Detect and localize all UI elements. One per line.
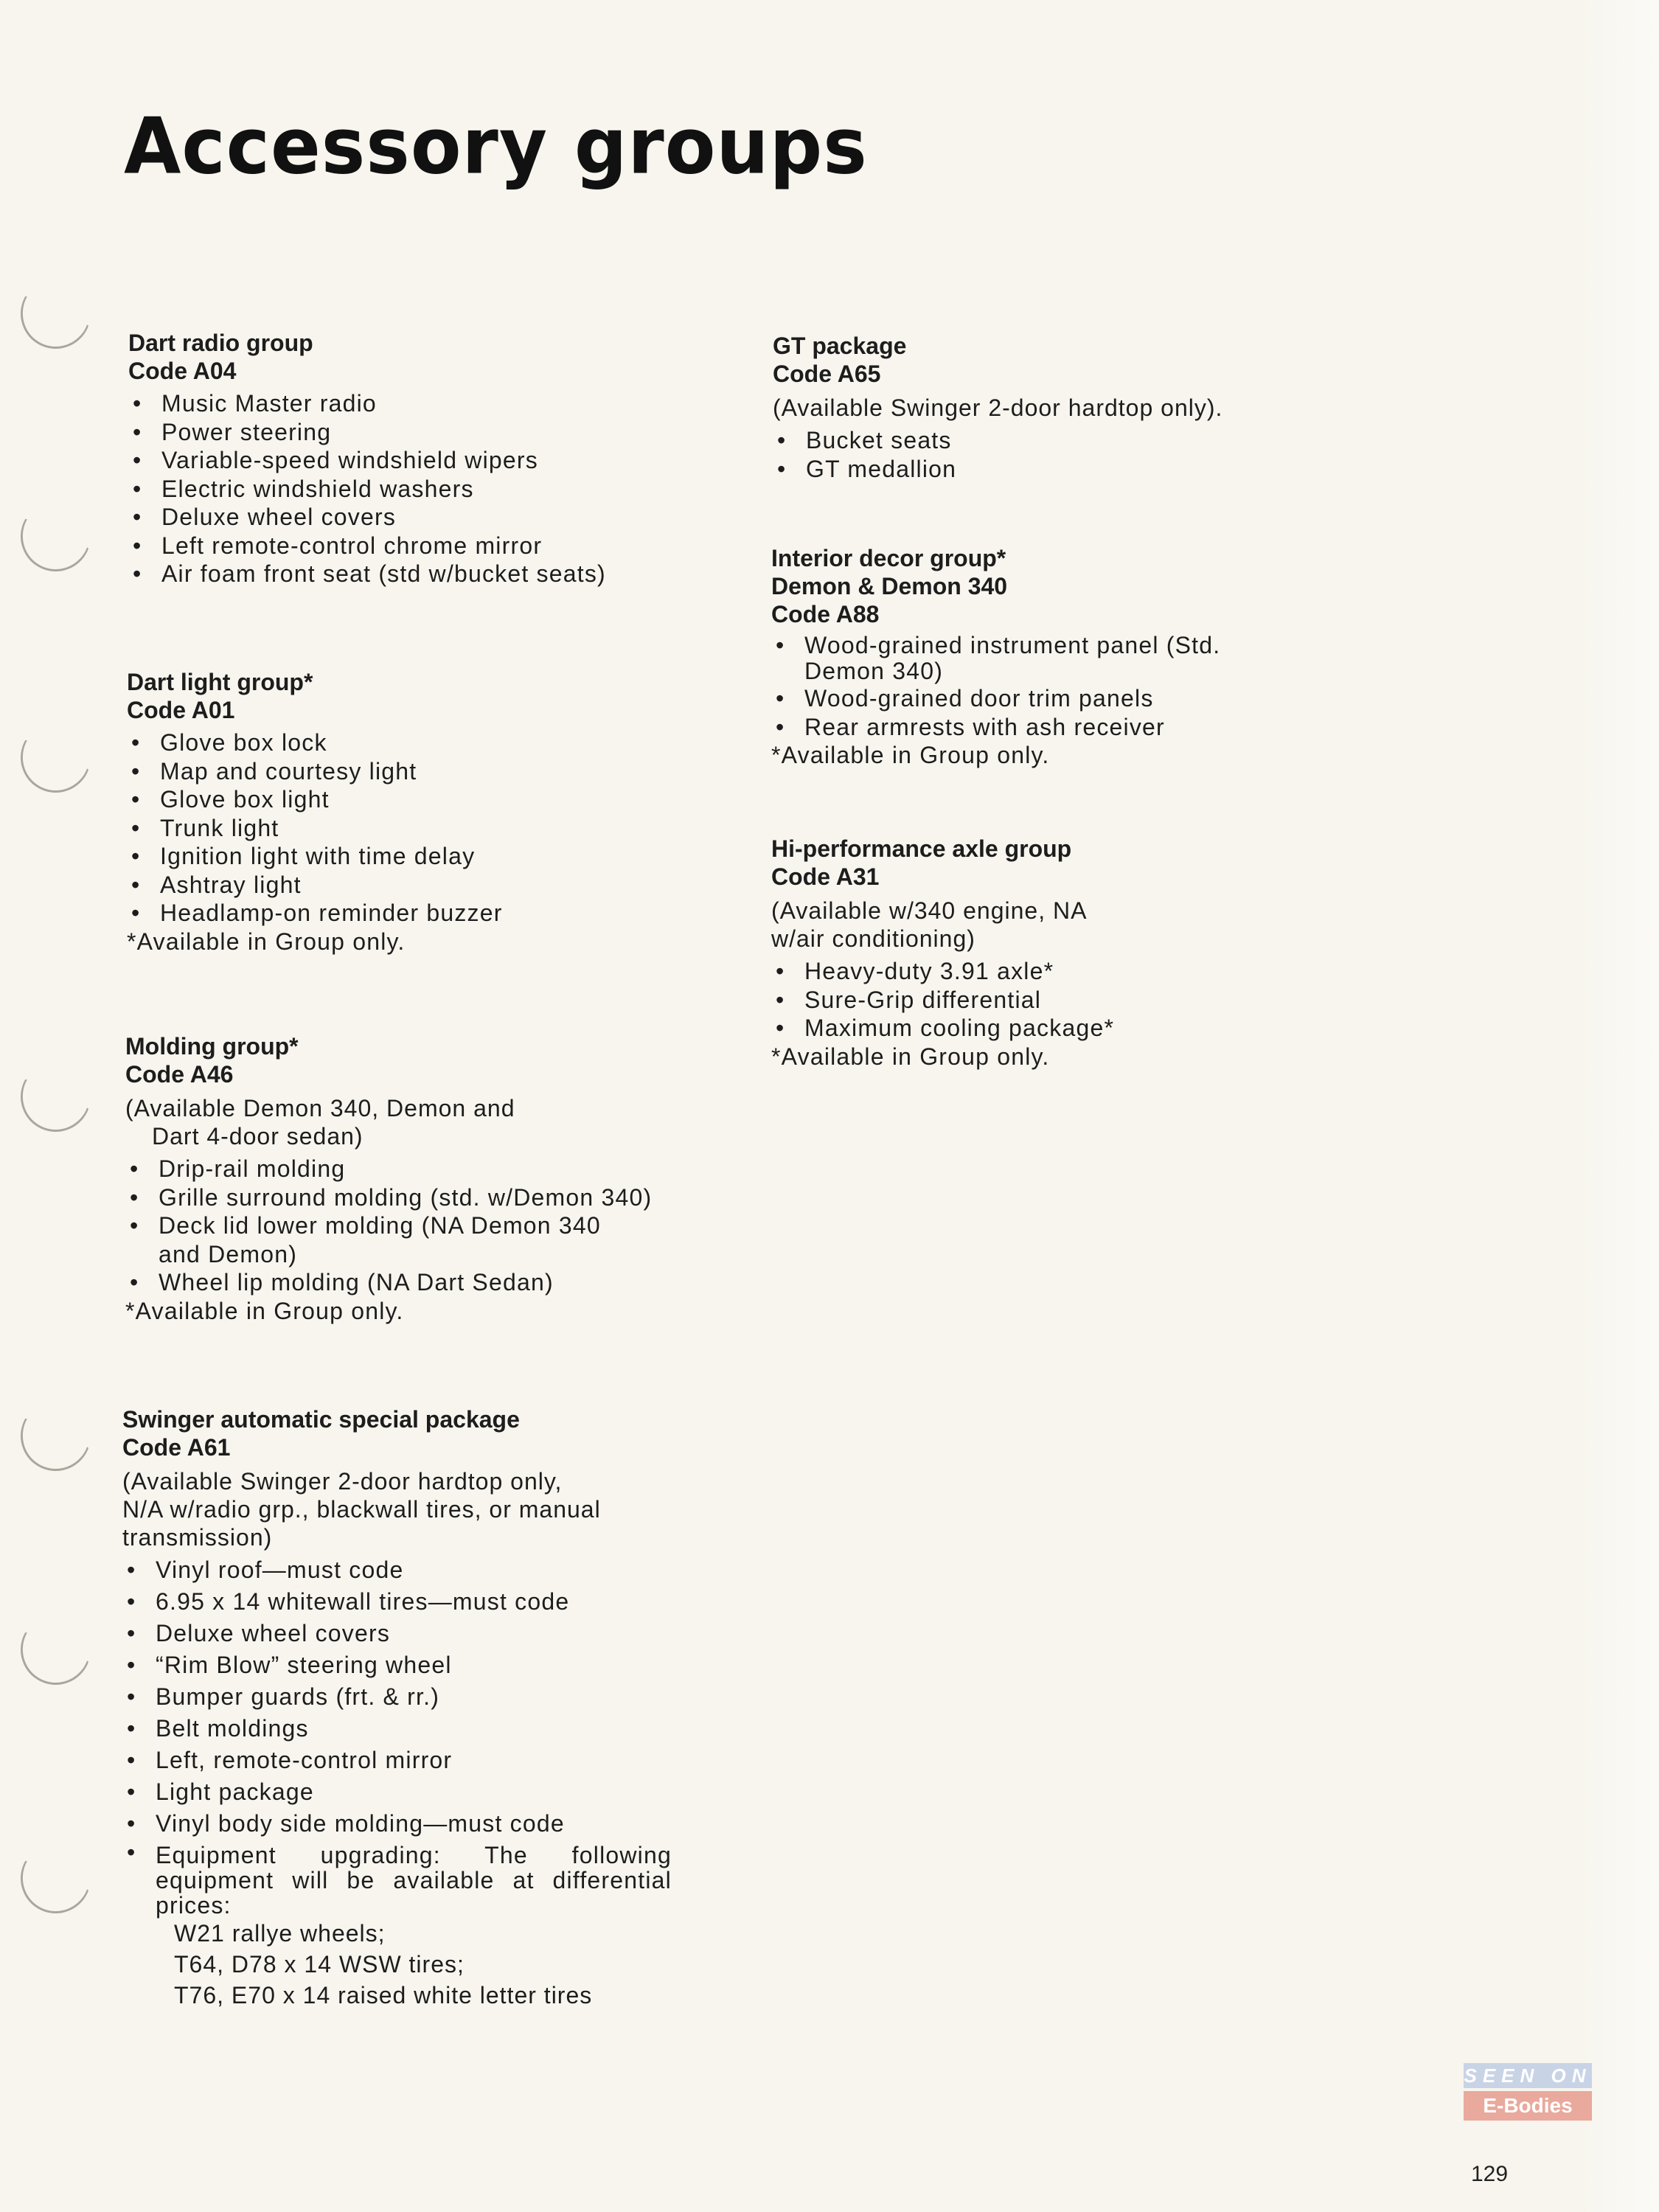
list-item: • Headlamp-on reminder buzzer xyxy=(131,900,503,926)
item-list xyxy=(771,633,1287,741)
group-molding xyxy=(125,1032,686,1325)
list-item: • Wood-grained door trim panels xyxy=(776,685,1154,712)
group-heading: Interior decor group* xyxy=(771,545,1006,571)
group-heading: Dart radio group xyxy=(128,330,313,356)
list-item: • Power steering xyxy=(133,418,332,445)
list-item: • Trunk light xyxy=(131,814,279,841)
footnote: *Available in Group only. xyxy=(127,928,406,955)
list-item: • Left, remote-control mirror xyxy=(127,1747,453,1773)
group-gt-package xyxy=(773,332,1436,483)
list-item: • Wheel lip molding (NA Dart Sedan) xyxy=(130,1269,554,1295)
group-code: Code A65 xyxy=(773,361,881,387)
availability-note: (Available Swinger 2-door hardtop only). xyxy=(773,394,1223,421)
group-heading: Molding group* xyxy=(125,1033,299,1060)
list-item: • Glove box lock xyxy=(131,729,327,756)
list-item: • Sure-Grip differential xyxy=(776,986,1042,1013)
binder-hole xyxy=(11,713,101,803)
list-item: • Bucket seats xyxy=(777,427,952,453)
binder-hole xyxy=(11,492,101,582)
group-interior-decor xyxy=(771,544,1287,769)
list-item: • Vinyl roof—must code xyxy=(127,1557,404,1583)
list-item: • Deck lid lower molding (NA Demon 340 and Demon) xyxy=(130,1212,601,1267)
list-item: • Ignition light with time delay xyxy=(131,843,476,869)
list-item: • Map and courtesy light xyxy=(131,757,417,785)
list-item: • Maximum cooling package* xyxy=(776,1015,1115,1041)
group-code: Code A46 xyxy=(125,1061,234,1088)
group-code: Code A88 xyxy=(771,601,880,627)
list-item: • Rear armrests with ash receiver xyxy=(776,713,1165,740)
list-item: • Belt moldings xyxy=(127,1715,309,1742)
footnote: *Available in Group only. xyxy=(771,1043,1050,1070)
watermark-top: SEEN ON xyxy=(1464,2065,1592,2087)
group-heading: Dart light group* xyxy=(127,669,313,695)
sub-item: T76, E70 x 14 raised white letter tires xyxy=(174,1982,593,2008)
list-item: • Variable-speed windshield wipers xyxy=(133,447,538,473)
binder-hole xyxy=(11,1052,101,1142)
page-title: Accessory groups xyxy=(124,101,868,192)
watermark-logo xyxy=(1464,2063,1592,2121)
group-heading: GT package xyxy=(773,333,907,359)
list-item: • GT medallion xyxy=(777,455,957,482)
list-item: • Electric windshield washers xyxy=(133,475,474,502)
list-item: • Deluxe wheel covers xyxy=(133,504,397,530)
list-item: • Wood-grained instrument panel (Std. Demon 340) xyxy=(776,632,1221,684)
group-hi-performance-axle xyxy=(771,835,1287,1071)
group-dart-light xyxy=(127,668,790,956)
footnote: *Available in Group only. xyxy=(125,1297,404,1324)
item-list xyxy=(128,389,792,588)
list-item: • Music Master radio xyxy=(133,390,377,417)
list-item: • Ashtray light xyxy=(131,871,302,898)
item-list xyxy=(122,1554,683,1918)
list-item: • Air foam front seat (std w/bucket seats) xyxy=(133,560,606,587)
availability-note: (Available Swinger 2-door hardtop only, N/A w/radio grp., blackwall tires, or manual transmission) xyxy=(122,1468,601,1551)
list-item: • Equipment upgrading: The following equipment will be available at differential prices: xyxy=(127,1839,672,1919)
list-item: • Bumper guards (frt. & rr.) xyxy=(127,1683,440,1710)
group-heading: Swinger automatic special package xyxy=(122,1406,520,1433)
item-list xyxy=(125,1155,686,1297)
sub-item: T64, D78 x 14 WSW tires; xyxy=(174,1951,465,1978)
binder-hole xyxy=(11,1605,101,1695)
binder-hole xyxy=(11,269,101,359)
page-number: 129 xyxy=(1471,2162,1509,2186)
watermark-bottom: E-Bodies xyxy=(1464,2091,1592,2121)
list-item: • 6.95 x 14 whitewall tires—must code xyxy=(127,1588,570,1615)
list-item: • Drip-rail molding xyxy=(130,1155,346,1182)
list-item: • “Rim Blow” steering wheel xyxy=(127,1652,452,1678)
list-item: • Glove box light xyxy=(131,786,330,813)
list-item: • Light package xyxy=(127,1778,314,1805)
item-list xyxy=(773,426,1436,483)
group-code: Code A04 xyxy=(128,358,237,384)
list-item: • Heavy-duty 3.91 axle* xyxy=(776,958,1054,984)
group-code: Code A01 xyxy=(127,697,235,723)
availability-note: (Available Demon 340, Demon and Dart 4-door sedan) xyxy=(125,1095,515,1150)
group-code: Code A61 xyxy=(122,1434,231,1461)
group-dart-radio xyxy=(128,329,792,588)
item-list xyxy=(127,728,790,928)
list-item: • Deluxe wheel covers xyxy=(127,1620,391,1646)
page-edge xyxy=(1578,0,1659,2212)
group-subheading: Demon & Demon 340 xyxy=(771,573,1008,599)
item-list xyxy=(771,957,1287,1043)
group-swinger-package xyxy=(122,1405,683,2011)
list-item: • Vinyl body side molding—must code xyxy=(127,1810,565,1837)
group-heading: Hi-performance axle group xyxy=(771,835,1072,862)
availability-note: (Available w/340 engine, NA w/air conditioning) xyxy=(771,897,1086,952)
footnote: *Available in Group only. xyxy=(771,742,1050,768)
group-code: Code A31 xyxy=(771,863,880,890)
sub-item: W21 rallye wheels; xyxy=(174,1920,386,1947)
binder-hole xyxy=(11,1391,101,1481)
list-item: • Left remote-control chrome mirror xyxy=(133,532,543,559)
binder-hole xyxy=(11,1834,101,1924)
list-item: • Grille surround molding (std. w/Demon 340) xyxy=(130,1183,653,1211)
